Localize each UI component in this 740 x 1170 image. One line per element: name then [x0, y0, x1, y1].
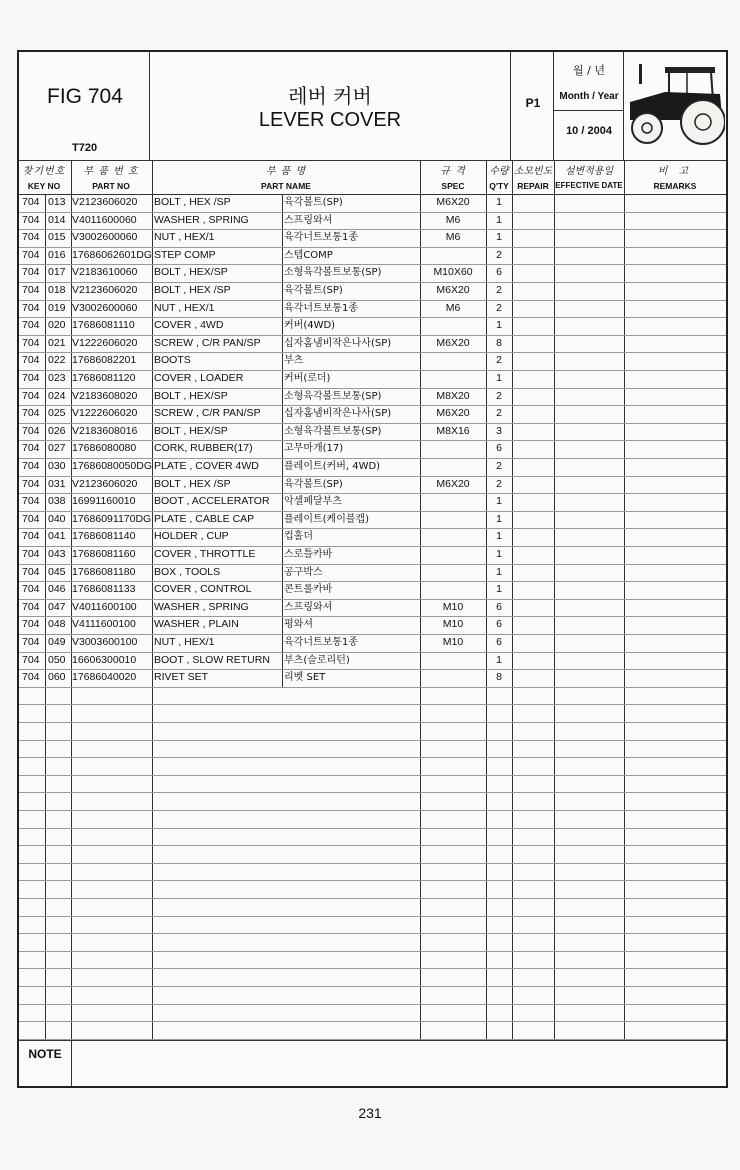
cell-key: 040 [48, 512, 66, 525]
row-line [19, 845, 726, 846]
cell-fig: 704 [22, 284, 40, 296]
cell-name-en: SCREW , C/R PAN/SP [154, 336, 261, 349]
cell-qty: 1 [496, 530, 502, 543]
cell-name-kr: 스프링와셔 [284, 214, 333, 226]
cell-qty: 1 [496, 565, 502, 578]
cell-key: 049 [48, 636, 66, 648]
table-row [19, 229, 726, 247]
row-line [19, 687, 726, 688]
figure-number: FIG 704 [47, 85, 123, 108]
cell-key: 031 [48, 477, 66, 490]
cell-name-kr: 부츠 [284, 355, 304, 367]
cell-spec: M6X20 [436, 196, 470, 208]
cell-name-en: PLATE , COVER 4WD [154, 460, 259, 472]
col-header-name-kr: 부 품 명 [265, 166, 307, 177]
table-row [19, 511, 726, 529]
cell-name-kr: 리벳 SET [284, 672, 326, 684]
col-header-partno: PART NO [92, 181, 130, 191]
table-row [19, 405, 726, 423]
row-line [19, 828, 726, 829]
page-number: 231 [358, 1105, 382, 1121]
cell-part-no: V3003600100 [72, 636, 138, 648]
cell-fig: 704 [22, 495, 40, 508]
cell-key: 050 [48, 653, 66, 666]
row-line [19, 933, 726, 934]
row-line [19, 792, 726, 793]
cell-name-en: COVER , LOADER [154, 372, 244, 384]
row-line [19, 986, 726, 987]
month-year-label: Month / Year [559, 91, 619, 102]
cell-name-en: COVER , 4WD [154, 319, 224, 332]
table-row [19, 599, 726, 617]
cell-name-en: BOLT , HEX/SP [154, 266, 228, 279]
col-header-remarks: REMARKS [653, 181, 697, 191]
cell-part-no: V2183610060 [72, 266, 138, 279]
cell-qty: 6 [496, 636, 502, 648]
cell-qty: 6 [496, 266, 502, 279]
col-header-qty: Q'TY [489, 181, 509, 191]
table-row [19, 458, 726, 476]
cell-name-kr: 십자홈냄비작은나사(SP) [284, 337, 392, 349]
page-title: LEVER COVER [258, 109, 402, 131]
col-header-repair-kr: 소모빈도 [513, 166, 553, 177]
divider [510, 52, 511, 160]
cell-name-en: NUT , HEX/1 [154, 301, 215, 314]
cell-qty: 2 [496, 477, 502, 490]
cell-qty: 1 [496, 319, 502, 332]
month-year-korean: 월 / 년 [573, 64, 605, 77]
cell-name-en: BOOTS [154, 354, 191, 367]
note-label: NOTE [28, 1047, 62, 1061]
cell-qty: 1 [496, 512, 502, 525]
cell-name-en: BOLT , HEX /SP [154, 196, 231, 208]
cell-part-no: V2183608020 [72, 389, 138, 402]
cell-spec: M6X20 [436, 284, 470, 296]
table-row [19, 581, 726, 599]
cell-name-kr: 소형육각볼트보통(SP) [284, 425, 382, 437]
cell-part-no: V1222606020 [72, 407, 138, 420]
cell-key: 018 [48, 284, 66, 296]
cell-spec: M6 [445, 213, 461, 226]
cell-name-en: NUT , HEX/1 [154, 231, 215, 244]
cell-spec: M6X20 [436, 336, 470, 349]
cell-fig: 704 [22, 477, 40, 490]
cell-name-kr: 공구박스 [284, 566, 323, 578]
parts-sheet [17, 50, 728, 1088]
cell-spec: M6 [445, 301, 461, 314]
cell-part-no: 17686091170DG [72, 512, 152, 525]
cell-name-kr: 육각볼트(SP) [284, 478, 343, 490]
cell-name-kr: 악셀페달부츠 [284, 496, 342, 508]
cell-name-en: BOOT , ACCELERATOR [154, 495, 270, 508]
cell-key: 026 [48, 424, 66, 437]
row-line [19, 863, 726, 864]
cell-fig: 704 [22, 301, 40, 314]
cell-spec: M8X20 [436, 389, 470, 402]
header-divider [19, 160, 726, 161]
col-header-repair: REPAIR [517, 181, 549, 191]
cell-name-kr: 육각너트보통1종 [284, 232, 358, 244]
row-line [19, 1004, 726, 1005]
cell-name-en: COVER , CONTROL [154, 583, 252, 596]
cell-name-en: PLATE , CABLE CAP [154, 512, 255, 525]
cell-qty: 1 [496, 231, 502, 244]
divider [623, 52, 624, 160]
cell-fig: 704 [22, 319, 40, 332]
table-row [19, 616, 726, 634]
cell-key: 060 [48, 671, 66, 684]
cell-fig: 704 [22, 460, 40, 472]
cell-key: 024 [48, 389, 66, 402]
cell-key: 041 [48, 530, 66, 543]
cell-name-kr: 육각볼트(SP) [284, 197, 343, 208]
table-row [19, 546, 726, 564]
cell-qty: 2 [496, 407, 502, 420]
cell-qty: 6 [496, 618, 502, 631]
col-header-key-kr: 찾기번호 [22, 166, 66, 177]
cell-spec: M6X20 [436, 407, 470, 420]
table-row [19, 476, 726, 494]
cell-part-no: V2183608016 [72, 424, 138, 437]
cell-part-no: 17686080080 [72, 442, 137, 455]
cell-name-kr: 고무마개(17) [284, 443, 344, 455]
cell-key: 020 [48, 319, 66, 332]
cell-qty: 1 [496, 583, 502, 596]
cell-key: 038 [48, 495, 66, 508]
cell-fig: 704 [22, 530, 40, 543]
month-year-value: 10 / 2004 [566, 125, 612, 137]
cell-part-no: V2123606020 [72, 477, 138, 490]
cell-key: 045 [48, 565, 66, 578]
cell-qty: 3 [496, 424, 502, 437]
cell-name-en: BOX , TOOLS [154, 565, 221, 578]
table-row [19, 194, 726, 212]
cell-fig: 704 [22, 196, 40, 208]
cell-qty: 1 [496, 213, 502, 226]
cell-fig: 704 [22, 354, 40, 367]
row-line [19, 757, 726, 758]
cell-fig: 704 [22, 653, 40, 666]
cell-key: 014 [48, 213, 66, 226]
cell-fig: 704 [22, 512, 40, 525]
cell-fig: 704 [22, 266, 40, 279]
cell-qty: 8 [496, 336, 502, 349]
table-row [19, 669, 726, 687]
cell-key: 013 [48, 196, 66, 208]
cell-name-en: WASHER , SPRING [154, 213, 249, 226]
table-row [19, 335, 726, 353]
table-row [19, 493, 726, 511]
cell-key: 015 [48, 231, 66, 244]
cell-key: 021 [48, 336, 66, 349]
cell-part-no: V3002600060 [72, 231, 138, 244]
cell-part-no: V4111600100 [72, 618, 136, 631]
cell-name-kr: 커버(로더) [284, 373, 331, 384]
cell-fig: 704 [22, 548, 40, 560]
cell-key: 030 [48, 460, 66, 472]
cell-name-kr: 콘트롤카바 [284, 584, 333, 596]
note-divider [19, 1040, 726, 1041]
cell-qty: 8 [496, 671, 502, 684]
cell-name-kr: 플레이트(커버, 4WD) [284, 461, 381, 472]
cell-fig: 704 [22, 671, 40, 684]
cell-name-kr: 커버(4WD) [284, 320, 336, 332]
cell-part-no: V4011600060 [72, 213, 137, 226]
table-row [19, 652, 726, 670]
cell-qty: 2 [496, 354, 502, 367]
col-header-effective-kr: 설변적용일 [564, 166, 614, 177]
cell-part-no: V1222606020 [72, 336, 138, 349]
cell-spec: M6X20 [436, 477, 470, 490]
row-line [19, 898, 726, 899]
cell-fig: 704 [22, 372, 40, 384]
cell-name-kr: 평와셔 [284, 619, 313, 631]
cell-name-kr: 육각볼트(SP) [284, 285, 343, 296]
cell-part-no: V2123606020 [72, 284, 138, 296]
col-header-partno-kr: 부 품 번 호 [83, 166, 139, 177]
cell-qty: 2 [496, 284, 502, 296]
table-row [19, 564, 726, 582]
cell-part-no: 17686081133 [72, 583, 136, 596]
cell-name-kr: 컵홀더 [284, 531, 313, 543]
cell-key: 023 [48, 372, 66, 384]
cell-qty: 2 [496, 248, 502, 261]
table-row [19, 300, 726, 318]
cell-fig: 704 [22, 424, 40, 437]
cell-part-no: V3002600060 [72, 301, 138, 314]
cell-qty: 1 [496, 372, 502, 384]
cell-fig: 704 [22, 636, 40, 648]
cell-qty: 2 [496, 389, 502, 402]
cell-qty: 2 [496, 301, 502, 314]
col-header-spec: SPEC [441, 181, 465, 191]
cell-key: 048 [48, 618, 66, 631]
table-row [19, 352, 726, 370]
cell-spec: M8X16 [436, 424, 470, 437]
cell-fig: 704 [22, 407, 40, 420]
cell-fig: 704 [22, 231, 40, 244]
table-row [19, 528, 726, 546]
cell-key: 022 [48, 354, 66, 367]
cell-spec: M10 [442, 618, 464, 631]
cell-name-kr: 소형육각볼트보통(SP) [284, 267, 382, 279]
cell-fig: 704 [22, 442, 40, 455]
cell-part-no: 17686081110 [72, 319, 135, 332]
row-line [19, 968, 726, 969]
cell-spec: M6 [445, 231, 461, 244]
table-row [19, 634, 726, 652]
row-line [19, 951, 726, 952]
cell-part-no: 17686081180 [72, 565, 136, 578]
table-row [19, 247, 726, 265]
table-row [19, 282, 726, 300]
cell-name-en: SCREW , C/R PAN/SP [154, 407, 261, 420]
cell-name-en: WASHER , SPRING [154, 600, 249, 613]
cell-key: 027 [48, 442, 66, 455]
cell-part-no: 17686081160 [72, 548, 136, 560]
title-korean: 레버 커버 [288, 84, 372, 108]
cell-name-en: CORK, RUBBER(17) [154, 442, 253, 455]
cell-fig: 704 [22, 389, 40, 402]
tractor-icon [625, 62, 725, 147]
cell-qty: 1 [496, 548, 502, 560]
cell-fig: 704 [22, 213, 40, 226]
col-header-name: PART NAME [261, 181, 311, 191]
cell-part-no: 16991160010 [72, 495, 136, 508]
cell-fig: 704 [22, 248, 40, 261]
divider [553, 110, 623, 111]
cell-name-en: RIVET SET [154, 671, 209, 684]
cell-name-en: WASHER , PLAIN [154, 618, 239, 631]
cell-spec: M10 [442, 636, 464, 648]
cell-part-no: 17686062601DG [72, 248, 152, 261]
table-row [19, 264, 726, 282]
cell-qty: 2 [496, 460, 502, 472]
cell-name-kr: 부츠(슬로리턴) [284, 654, 350, 666]
row-line [19, 1021, 726, 1022]
page-label: P1 [525, 96, 541, 110]
row-line [19, 916, 726, 917]
row-line [19, 810, 726, 811]
cell-fig: 704 [22, 336, 40, 349]
col-header-key: KEY NO [27, 181, 61, 191]
cell-key: 019 [48, 301, 66, 314]
cell-qty: 6 [496, 600, 502, 613]
cell-name-en: BOLT , HEX/SP [154, 424, 228, 437]
cell-key: 047 [48, 600, 66, 613]
cell-name-en: BOLT , HEX /SP [154, 284, 231, 296]
cell-name-en: STEP COMP [154, 248, 216, 261]
row-line [19, 775, 726, 776]
table-row [19, 212, 726, 230]
table-row [19, 370, 726, 388]
cell-key: 016 [48, 248, 66, 261]
cell-fig: 704 [22, 583, 40, 596]
cell-fig: 704 [22, 618, 40, 631]
cell-part-no: 17686081120 [72, 372, 136, 384]
cell-name-kr: 육각너트보통1종 [284, 637, 358, 648]
cell-part-no: 17686082201 [72, 354, 137, 367]
cell-key: 017 [48, 266, 66, 279]
cell-name-en: BOLT , HEX /SP [154, 477, 231, 490]
cell-name-kr: 스로틀카바 [284, 549, 333, 560]
cell-name-en: COVER , THROTTLE [154, 548, 256, 560]
table-row [19, 423, 726, 441]
cell-part-no: 16606300010 [72, 653, 137, 666]
cell-name-kr: 스텝COMP [284, 249, 333, 261]
row-line [19, 740, 726, 741]
table-row [19, 388, 726, 406]
cell-fig: 704 [22, 565, 40, 578]
cell-name-en: BOOT , SLOW RETURN [154, 653, 270, 666]
cell-qty: 1 [496, 495, 502, 508]
cell-name-kr: 스프링와셔 [284, 601, 333, 613]
cell-qty: 6 [496, 442, 502, 455]
col-header-spec-kr: 규 격 [440, 166, 466, 177]
cell-qty: 1 [496, 653, 502, 666]
cell-spec: M10X60 [433, 266, 473, 279]
cell-spec: M10 [442, 600, 464, 613]
model-code: T720 [72, 142, 98, 154]
cell-part-no: 17686081140 [72, 530, 136, 543]
cell-qty: 1 [496, 196, 502, 208]
cell-name-kr: 십자홈냄비작은나사(SP) [284, 408, 392, 420]
cell-part-no: V2123606020 [72, 196, 138, 208]
cell-key: 043 [48, 548, 66, 560]
cell-part-no: V4011600100 [72, 600, 137, 613]
divider [71, 1040, 72, 1086]
cell-part-no: 17686040020 [72, 671, 137, 684]
row-line [19, 880, 726, 881]
cell-key: 046 [48, 583, 66, 596]
table-row [19, 317, 726, 335]
cell-name-en: HOLDER , CUP [154, 530, 229, 543]
col-header-effective: EFFECTIVE DATE [555, 181, 623, 190]
col-header-qty-kr: 수량 [489, 166, 509, 177]
cell-key: 025 [48, 407, 66, 420]
cell-fig: 704 [22, 600, 40, 613]
cell-name-kr: 소형육각볼트보통(SP) [284, 390, 382, 402]
cell-name-kr: 육각너트보통1종 [284, 302, 358, 314]
cell-name-en: BOLT , HEX/SP [154, 389, 228, 402]
col-header-remarks-kr: 비 고 [657, 166, 693, 177]
table-row [19, 440, 726, 458]
row-line [19, 704, 726, 705]
cell-name-en: NUT , HEX/1 [154, 636, 215, 648]
row-line [19, 722, 726, 723]
cell-name-kr: 플레이트(케이블캡) [284, 513, 370, 525]
cell-part-no: 17686080050DG [72, 460, 152, 472]
